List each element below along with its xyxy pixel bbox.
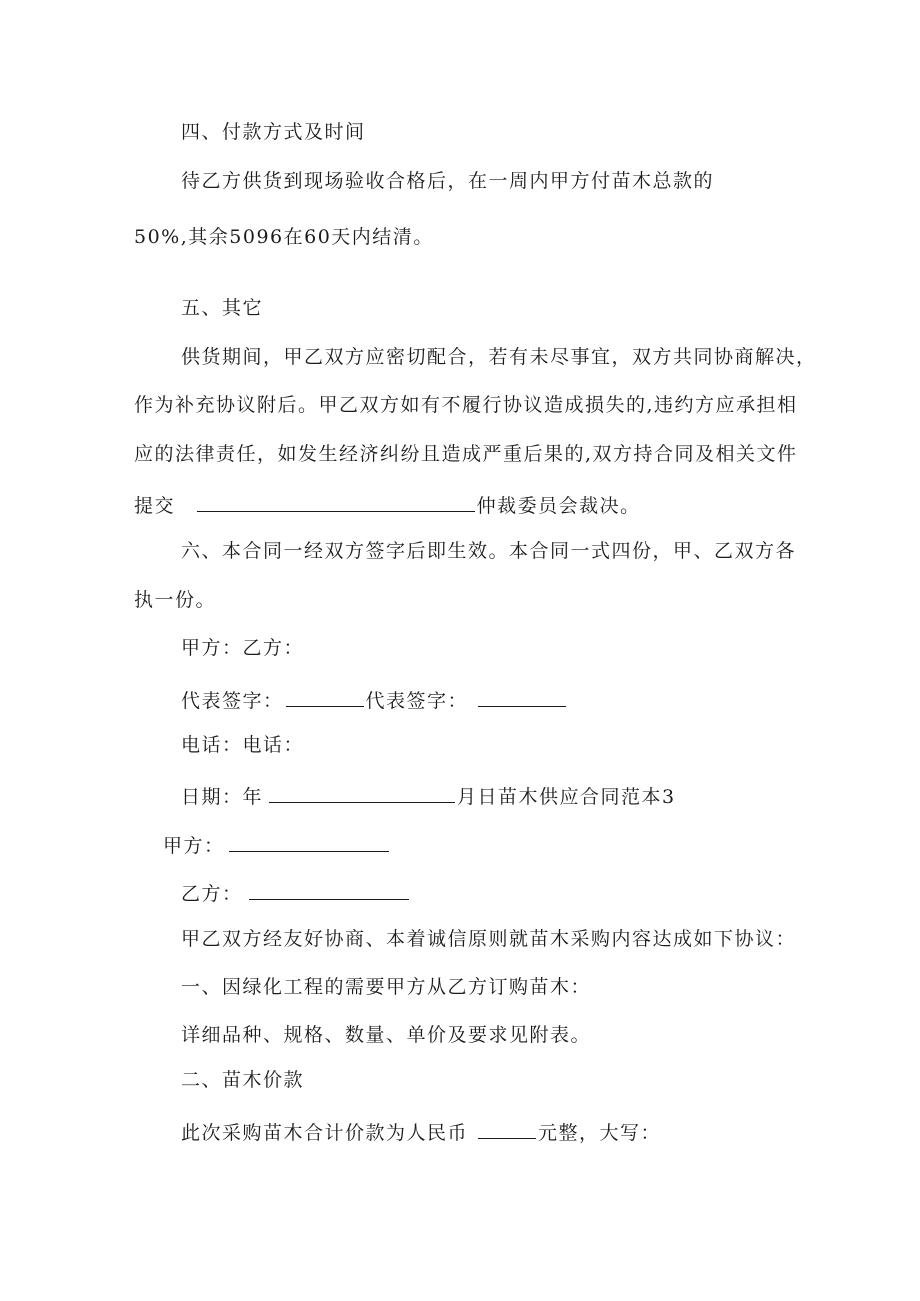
contract-3-party-a-line: [163, 833, 391, 856]
section-4-paragraph-line-1: 待乙方供货到现场验收合格后，在一周内甲方付苗木总款的: [181, 170, 715, 192]
contract-3-party-b-blank: [249, 881, 409, 900]
party-a-rep-label: 代表签字：: [181, 690, 284, 712]
contract-3-party-a-label: 甲方：: [163, 835, 225, 857]
section-4-paragraph-line-2: 50%,其余5096在60天内结清。: [134, 226, 434, 248]
party-a-rep-blank: [286, 688, 364, 707]
price-label: 此次采购苗木合计价款为人民币: [181, 1122, 469, 1144]
section-5-paragraph-line-2: 作为补充协议附后。甲乙双方如有不履行协议造成损失的,违约方应承担相: [134, 394, 798, 416]
party-b-rep-blank: [478, 688, 566, 707]
arbitration-committee-blank: [197, 493, 475, 512]
contract-3-party-b-line: [181, 881, 411, 904]
section-6-paragraph-line-2: 执一份。: [134, 589, 217, 611]
arbitration-label: 仲裁委员会裁决。: [476, 495, 641, 517]
price-amount-blank: [478, 1120, 536, 1139]
section-5-paragraph-line-1: 供货期间，甲乙双方应密切配合，若有未尽事宜，双方共同协商解决，: [181, 346, 817, 368]
signature-parties: 甲方：乙方：: [181, 637, 305, 659]
representative-signature-line: [181, 688, 568, 711]
section-4-heading: 四、付款方式及时间: [181, 121, 366, 143]
date-label: 日期：年: [181, 786, 264, 808]
contract-3-intro: 甲乙双方经友好协商、本着诚信原则就苗木采购内容达成如下协议：: [181, 928, 797, 950]
contract-3-party-a-blank: [229, 833, 389, 852]
price-suffix: 元整，大写：: [538, 1122, 662, 1144]
submit-to-label: 提交: [134, 495, 176, 517]
contract-3-item-1-detail: 详细品种、规格、数量、单价及要求见附表。: [181, 1024, 592, 1046]
section-5-paragraph-line-4: [134, 493, 641, 516]
signature-phones: 电话：电话：: [181, 734, 305, 756]
date-blank: [269, 784, 455, 803]
section-5-heading: 五、其它: [181, 297, 264, 319]
date-suffix-and-contract-3-title: 月日苗木供应合同范本3: [457, 786, 676, 808]
contract-3-price-line: [181, 1120, 661, 1143]
section-6-paragraph-line-1: 六、本合同一经双方签字后即生效。本合同一式四份，甲、乙双方各: [181, 540, 797, 562]
party-b-rep-label: 代表签字：: [365, 690, 469, 712]
contract-3-party-b-label: 乙方：: [181, 883, 243, 905]
section-5-paragraph-line-3: 应的法律责任，如发生经济纠纷且造成严重后果的,双方持合同及相关文件: [134, 443, 798, 465]
signature-date-line: [181, 784, 676, 807]
contract-3-item-2-heading: 二、苗木价款: [181, 1069, 305, 1091]
contract-3-item-1: 一、因绿化工程的需要甲方从乙方订购苗木：: [181, 976, 592, 998]
